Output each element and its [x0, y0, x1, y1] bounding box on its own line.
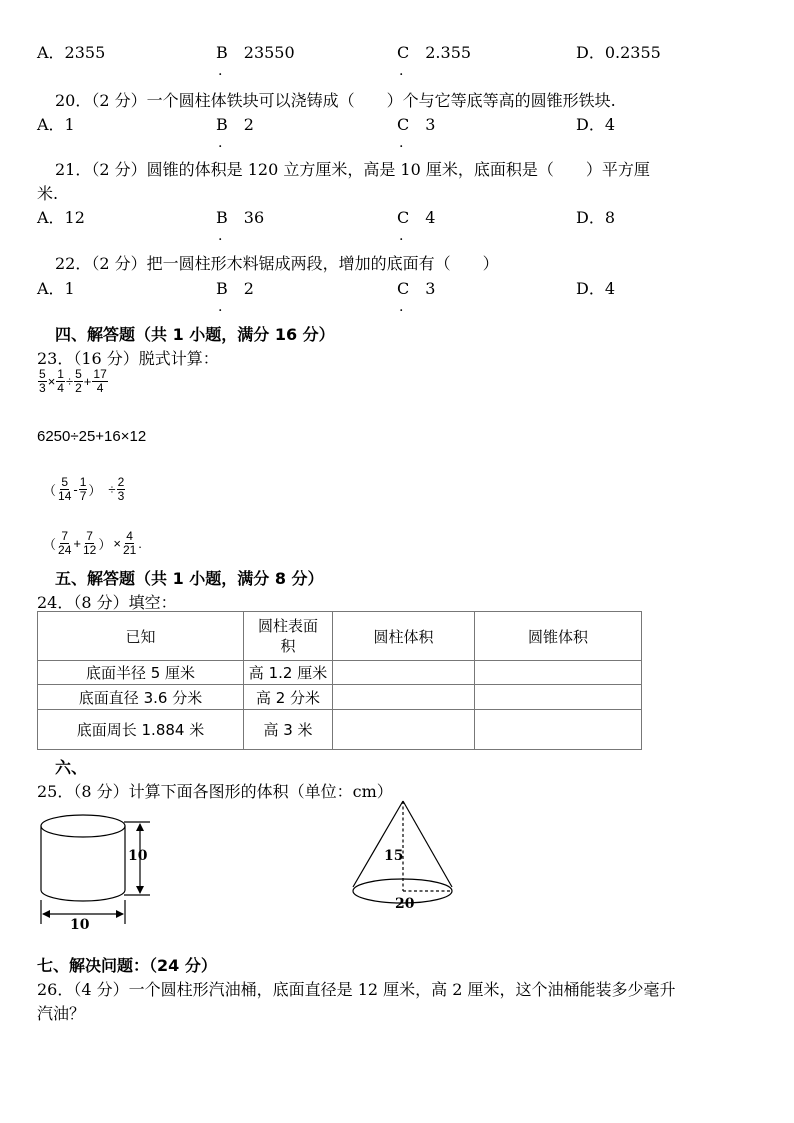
q21-text-line2: 米.: [37, 184, 59, 203]
option-dot: .: [218, 299, 223, 315]
fraction: $\frac{5}{2}$: [75, 367, 82, 395]
table-header-cell: 圆锥体积: [475, 612, 642, 661]
fraction: $\frac{4}{21}$: [122, 529, 137, 557]
table-cell: 底面周长 1.884 米: [38, 710, 244, 750]
q23-expression-3: （ $\frac{5}{14}$ - $\frac{1}{7}$ ） ÷ $\frac{2}{3}$: [43, 475, 125, 503]
section-7-heading: 七、解决问题：（24 分）: [37, 956, 217, 975]
cone-figure: [345, 795, 465, 915]
fill-in-table: [37, 611, 642, 750]
cone-height-label: 15: [384, 848, 404, 864]
q19-option-c: C 2.355: [397, 43, 472, 62]
q20-option-c: C 3: [397, 115, 436, 134]
q26-text-line1: 26．（4 分）一个圆柱形汽油桶，底面直径是 12 厘米，高 2 厘米，这个油桶能装多少毫升: [37, 980, 676, 999]
q26-text-line2: 汽油？: [37, 1004, 86, 1023]
arrow-right-icon: [116, 910, 124, 918]
q21-option-d: D．8: [576, 208, 616, 227]
table-cell: 高 2 分米: [244, 685, 333, 710]
q22-text: 22．（2 分）把一圆柱形木料锯成两段，增加的底面有（ ）: [55, 254, 499, 273]
answer-cell[interactable]: [333, 710, 475, 750]
q23-expression-2: 6250÷25+16×12: [37, 428, 147, 445]
q20-text: 20．（2 分）一个圆柱体铁块可以浇铸成（ ）个与它等底等高的圆锥形铁块.: [55, 91, 616, 110]
cylinder-bottom-arc: [41, 890, 125, 901]
table-header-cell: 圆柱表面 积: [244, 612, 333, 661]
table-header-row: [38, 612, 642, 661]
q23-expression-4: （ $\frac{7}{24}$ + $\frac{7}{12}$ ） × $\frac{4}{21}$ .: [43, 529, 142, 557]
table-cell: 高 1.2 厘米: [244, 661, 333, 685]
arrow-up-icon: [136, 823, 144, 831]
q22-option-a: A．1: [37, 279, 75, 298]
q23-title: 23．（16 分）脱式计算：: [37, 349, 219, 368]
fraction: $\frac{7}{12}$: [82, 529, 97, 557]
q19-option-d: D．0.2355: [576, 43, 661, 62]
answer-cell[interactable]: [475, 685, 642, 710]
fraction: $\frac{5}{3}$: [39, 367, 46, 395]
q21-option-b: B 36: [216, 208, 265, 227]
q22-option-b: B 2: [216, 279, 254, 298]
table-row: [38, 661, 642, 685]
arrow-down-icon: [136, 886, 144, 894]
fraction: $\frac{17}{4}$: [93, 367, 107, 395]
table-cell: 底面直径 3.6 分米: [38, 685, 244, 710]
section-5-heading: 五、解答题（共 1 小题，满分 8 分）: [55, 569, 324, 588]
option-dot: .: [218, 63, 223, 79]
option-dot: .: [399, 299, 404, 315]
q20-option-b: B 2: [216, 115, 254, 134]
fraction: $\frac{1}{4}$: [57, 367, 64, 395]
option-dot: .: [218, 228, 223, 244]
q23-expression-1: $\frac{5}{3}$ × $\frac{1}{4}$ ÷ $\frac{5}{2}$ + $\frac{17}{4}$: [39, 367, 107, 395]
q22-option-d: D．4: [576, 279, 616, 298]
option-dot: .: [399, 135, 404, 151]
q22-option-c: C 3: [397, 279, 436, 298]
fraction: $\frac{2}{3}$: [117, 475, 125, 503]
q21-option-a: A．12: [37, 208, 85, 227]
q24-title: 24．（8 分）填空：: [37, 593, 177, 612]
q21-text-line1: 21．（2 分）圆锥的体积是 120 立方厘米，高是 10 厘米，底面积是（ ）平方厘: [55, 160, 650, 179]
table-row: [38, 710, 642, 750]
answer-cell[interactable]: [333, 685, 475, 710]
cylinder-top-ellipse: [41, 815, 125, 837]
arrow-left-icon: [42, 910, 50, 918]
cylinder-diameter-label: 10: [70, 917, 90, 933]
section-6-heading: 六、: [55, 758, 88, 777]
q20-option-a: A．1: [37, 115, 75, 134]
table-cell: 高 3 米: [244, 710, 333, 750]
answer-cell[interactable]: [333, 661, 475, 685]
q19-option-b: B 23550: [216, 43, 295, 62]
cone-right-edge: [403, 801, 452, 887]
table-header-cell: 已知: [38, 612, 244, 661]
table-cell: 底面半径 5 厘米: [38, 661, 244, 685]
option-dot: .: [218, 135, 223, 151]
option-dot: .: [399, 63, 404, 79]
q21-option-c: C 4: [397, 208, 436, 227]
cylinder-figure: [30, 810, 170, 935]
q20-option-d: D．4: [576, 115, 616, 134]
cone-left-edge: [353, 801, 403, 887]
section-4-heading: 四、解答题（共 1 小题，满分 16 分）: [55, 325, 335, 344]
table-header-cell: 圆柱体积: [333, 612, 475, 661]
answer-cell[interactable]: [475, 661, 642, 685]
fraction: $\frac{7}{24}$: [58, 529, 72, 557]
cone-diameter-label: 20: [395, 896, 415, 912]
q19-option-a: A．2355: [37, 43, 106, 62]
option-dot: .: [399, 228, 404, 244]
q25-title: 25．（8 分）计算下面各图形的体积（单位：cm）: [37, 782, 393, 801]
fraction: $\frac{1}{7}$: [79, 475, 87, 503]
answer-cell[interactable]: [475, 710, 642, 750]
fraction: $\frac{5}{14}$: [58, 475, 72, 503]
cylinder-height-label: 10: [128, 848, 148, 864]
table-row: [38, 685, 642, 710]
